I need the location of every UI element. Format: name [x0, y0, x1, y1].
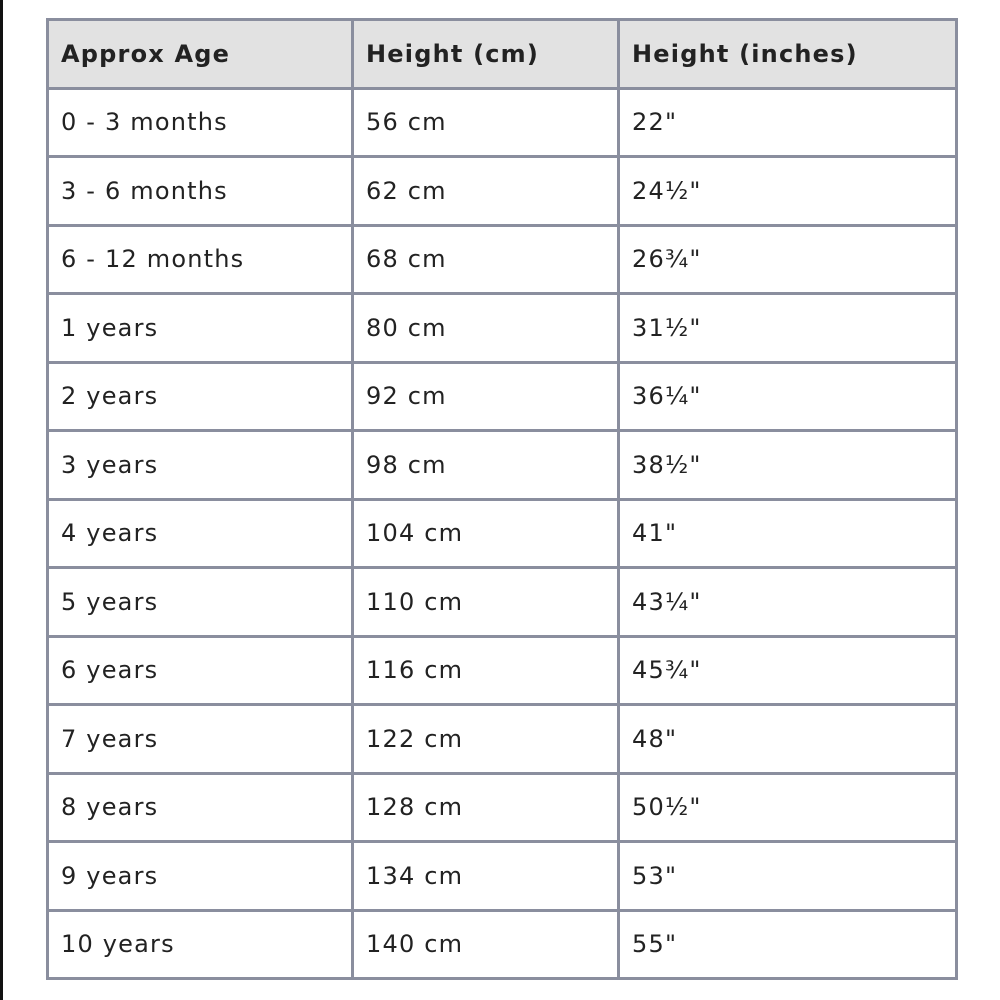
height-cm-cell: 62 cm	[353, 157, 619, 226]
height-cm-cell: 110 cm	[353, 568, 619, 637]
height-chart-table	[46, 18, 958, 980]
height-inches-cell: 41"	[619, 499, 957, 568]
table-row	[48, 362, 957, 431]
table-row	[48, 88, 957, 157]
table-header	[48, 20, 957, 89]
height-cm-cell: 92 cm	[353, 362, 619, 431]
age-cell: 6 years	[48, 636, 353, 705]
age-cell: 7 years	[48, 705, 353, 774]
table-body	[48, 88, 957, 979]
height-inches-cell: 50½"	[619, 773, 957, 842]
height-cm-cell: 68 cm	[353, 225, 619, 294]
table-row	[48, 773, 957, 842]
height-inches-cell: 31½"	[619, 294, 957, 363]
page-left-border	[0, 0, 3, 1000]
age-cell: 9 years	[48, 842, 353, 911]
height-cm-cell: 122 cm	[353, 705, 619, 774]
age-cell: 10 years	[48, 910, 353, 979]
height-inches-cell: 26¾"	[619, 225, 957, 294]
height-chart-table-container	[46, 18, 955, 980]
height-cm-cell: 104 cm	[353, 499, 619, 568]
table-row	[48, 842, 957, 911]
table-row	[48, 294, 957, 363]
height-inches-cell: 45¾"	[619, 636, 957, 705]
table-row	[48, 910, 957, 979]
height-inches-cell: 36¼"	[619, 362, 957, 431]
age-cell: 5 years	[48, 568, 353, 637]
height-cm-cell: 80 cm	[353, 294, 619, 363]
header-approx-age: Approx Age	[48, 20, 353, 89]
table-row	[48, 225, 957, 294]
height-inches-cell: 53"	[619, 842, 957, 911]
height-cm-cell: 128 cm	[353, 773, 619, 842]
age-cell: 0 - 3 months	[48, 88, 353, 157]
table-row	[48, 705, 957, 774]
age-cell: 6 - 12 months	[48, 225, 353, 294]
height-cm-cell: 134 cm	[353, 842, 619, 911]
height-inches-cell: 55"	[619, 910, 957, 979]
height-cm-cell: 56 cm	[353, 88, 619, 157]
age-cell: 2 years	[48, 362, 353, 431]
header-row	[48, 20, 957, 89]
height-inches-cell: 24½"	[619, 157, 957, 226]
age-cell: 3 years	[48, 431, 353, 500]
height-cm-cell: 98 cm	[353, 431, 619, 500]
header-height-inches: Height (inches)	[619, 20, 957, 89]
height-inches-cell: 48"	[619, 705, 957, 774]
height-inches-cell: 22"	[619, 88, 957, 157]
age-cell: 1 years	[48, 294, 353, 363]
height-cm-cell: 140 cm	[353, 910, 619, 979]
height-cm-cell: 116 cm	[353, 636, 619, 705]
age-cell: 3 - 6 months	[48, 157, 353, 226]
height-inches-cell: 38½"	[619, 431, 957, 500]
age-cell: 4 years	[48, 499, 353, 568]
table-row	[48, 431, 957, 500]
table-row	[48, 636, 957, 705]
age-cell: 8 years	[48, 773, 353, 842]
table-row	[48, 568, 957, 637]
header-height-cm: Height (cm)	[353, 20, 619, 89]
height-inches-cell: 43¼"	[619, 568, 957, 637]
table-row	[48, 157, 957, 226]
table-row	[48, 499, 957, 568]
